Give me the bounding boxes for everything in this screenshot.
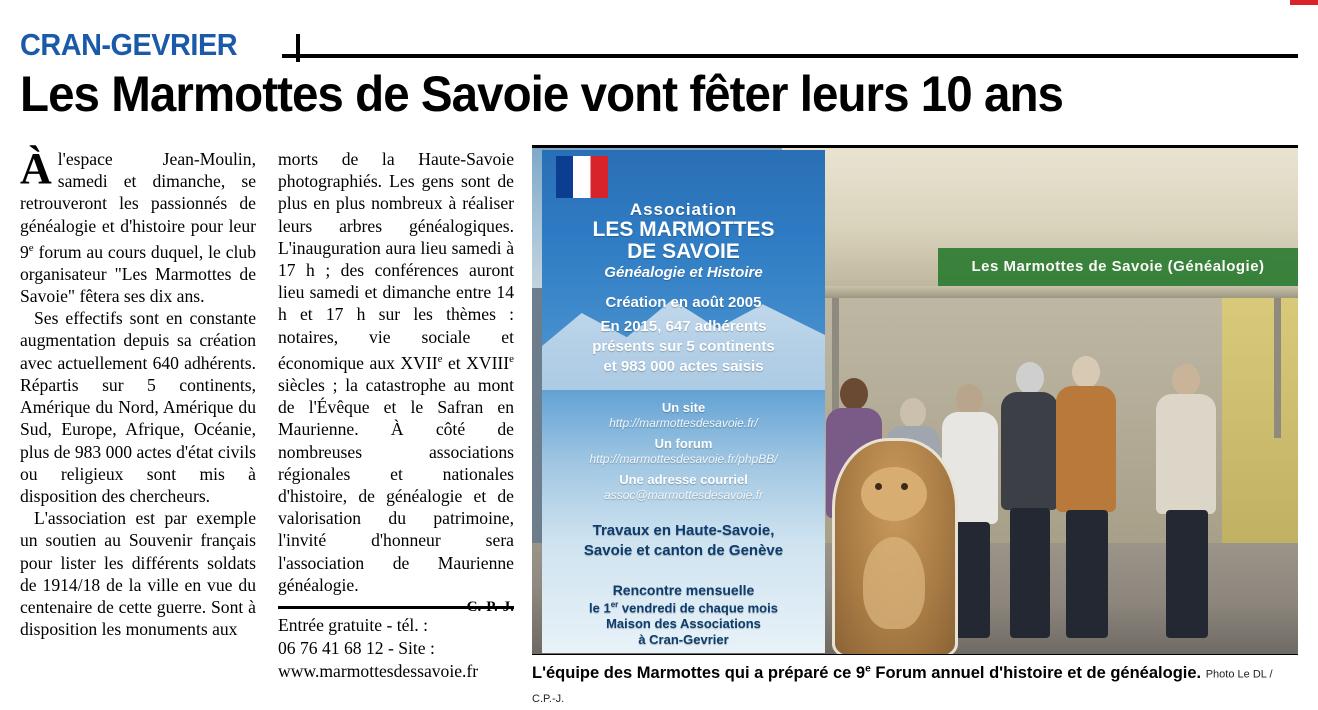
poster-site-label: Un site: [661, 400, 706, 415]
infobox-line: www.marmottesdessavoie.fr: [278, 661, 479, 681]
marmot-face: [861, 467, 927, 521]
poster-members-line2: présents sur 5 continents: [592, 338, 775, 355]
article-photo: [532, 148, 1298, 654]
poster-works-line2: Savoie et canton de Genève: [583, 542, 784, 559]
person-body: [1156, 394, 1216, 514]
person-group: [1052, 354, 1118, 638]
poster-works-line1: Travaux en Haute-Savoie,: [592, 522, 775, 539]
marmot-belly: [863, 537, 925, 629]
marmot-eye-right: [901, 483, 908, 490]
photo-credit: Photo Le DL / C.P.-J.: [532, 668, 1273, 705]
paragraph: [278, 148, 514, 596]
poster-site-url: http://marmottesdesavoie.fr/: [609, 416, 758, 430]
infobox-line: Entrée gratuite - tél. :: [278, 615, 428, 635]
marmot-eye-left: [875, 483, 882, 490]
body-column-1: [20, 144, 256, 640]
photo-caption: [532, 658, 1298, 710]
person-group: [1152, 358, 1218, 638]
person-head: [1016, 362, 1044, 394]
person-head: [840, 378, 868, 410]
person-body: [1001, 392, 1058, 510]
caption-text: L'équipe des Marmottes qui a préparé ce 9e Forum annuel d'histoire et de généalogie.: [532, 663, 1202, 682]
paragraph-text: morts de la Haute-Savoie photographiés. Les gens sont de plus en plus nombreux à réaliser leurs arbres généalogiques. L'inauguration aura lieu samedi à 17 h ; des conférences auront lieu samedi et dimanche entre 14 h et 17 h sur les thèmes : notaires, vie sociale et économique aux XVIIe et XVIIIe siècles ; la catastrophe au mont de l'Évêque et le Safran en Maurienne. À côté de nombreuses associations régionales et nationales d'histoire, de généalogie et de valorisation du patrimoine, l'invité d'honneur sera l'association de Maurienne généalogie.: [278, 149, 514, 595]
person-group: [998, 362, 1060, 638]
poster-forum-label: Un forum: [654, 436, 713, 451]
paragraph-text: L'association est par exemple un soutien au Souvenir français pour lister les différents soldats de 1914/18 de la ville en vue du centenaire de cette guerre. Sont à disposition les monuments aux: [20, 508, 256, 640]
stand-banner: Les Marmottes de Savoie (Généalogie): [938, 248, 1298, 286]
person-legs: [1010, 508, 1050, 638]
person-legs: [1066, 510, 1108, 638]
poster-subtitle: Généalogie et Histoire: [604, 264, 763, 281]
body-column-2: [278, 148, 514, 618]
person-head: [1172, 364, 1200, 396]
top-red-rule: [1290, 0, 1318, 5]
poster-name-line2: DE SAVOIE: [627, 240, 740, 263]
infobox-line: 06 76 41 68 12 - Site :: [278, 638, 435, 658]
paragraph-text: l'espace Jean-Moulin, samedi et dimanche, se retrouveront les passionnés de généalogie et d'histoire pour leur 9e forum au cours duquel, le club organisateur "Les Marmottes de Savoie" fêtera ses dix ans.: [20, 149, 256, 307]
paragraph: [20, 507, 256, 640]
person-head: [956, 384, 983, 415]
poster-mail-value: assoc@marmottesdesavoie.fr: [604, 488, 763, 502]
kicker-block: [20, 28, 1298, 62]
marmot-cutout: [832, 438, 958, 654]
poster-association-label: Association: [629, 200, 738, 219]
person-head: [900, 398, 926, 428]
kicker-text: CRAN-GEVRIER: [20, 27, 238, 62]
infobox: [278, 614, 522, 683]
poster-forum-url: http://marmottesdesavoie.fr/phpBB/: [589, 452, 778, 466]
person-legs: [1166, 510, 1208, 638]
poster-name-line1: LES MARMOTTES: [592, 218, 775, 241]
poster-meeting-line3: Maison des Associations: [606, 616, 761, 631]
paragraph-text: Ses effectifs sont en constante augmentation depuis sa création avec actuellement 640 adhérents. Répartis sur 5 continents, Amérique du Nord, Amérique du Sud, Europe, Afrique, Océanie, plus de 983 000 actes d'état civils ou religieux sont mis à disposition des chercheurs.: [20, 308, 256, 506]
page-title: Les Marmottes de Savoie vont fêter leurs 10 ans: [20, 66, 1063, 122]
infobox-rule: [278, 606, 514, 609]
drop-cap: À: [20, 144, 52, 193]
paragraph: [20, 307, 256, 507]
association-poster: [542, 150, 825, 653]
person-head: [1072, 356, 1100, 388]
poster-members-line3: et 983 000 actes saisis: [603, 358, 764, 375]
poster-meeting-line4: à Cran-Gevrier: [638, 632, 729, 647]
caption-rule: [532, 654, 1298, 655]
poster-meeting-line2: le 1er vendredi de chaque mois: [589, 600, 778, 616]
french-flag-icon: [556, 156, 608, 198]
poster-meeting-line1: Rencontre mensuelle: [612, 582, 755, 598]
poster-members-line1: En 2015, 647 adhérents: [600, 318, 767, 335]
person-body: [1056, 386, 1116, 512]
kicker-tick: [296, 34, 300, 62]
tent-pole: [1274, 298, 1281, 438]
paragraph: [20, 144, 256, 307]
poster-mail-label: Une adresse courriel: [619, 472, 748, 487]
poster-creation: Création en août 2005: [605, 294, 762, 311]
